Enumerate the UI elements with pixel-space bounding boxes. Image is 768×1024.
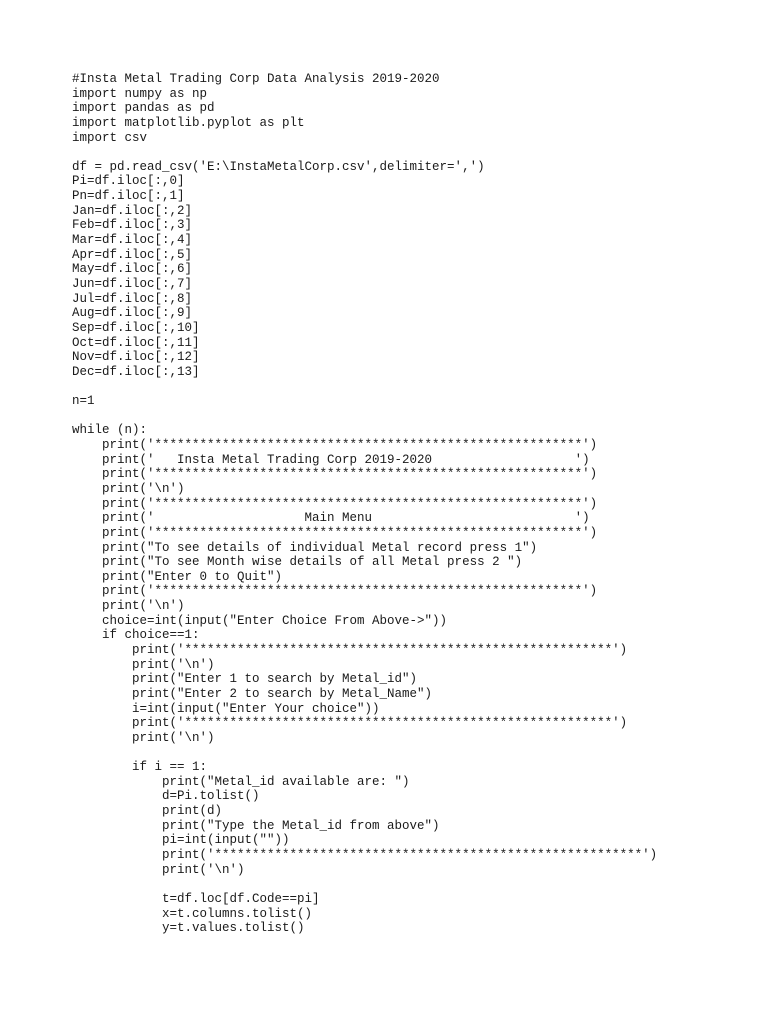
code-line: print('*********************************************************') [72, 496, 598, 511]
code-line: Sep=df.iloc[:,10] [72, 320, 200, 335]
code-document [72, 72, 752, 936]
code-line [72, 745, 752, 760]
code-line: print("To see details of individual Metal record press 1") [72, 540, 538, 555]
code-line: print("Enter 1 to search by Metal_id") [72, 672, 418, 687]
code-line [72, 145, 752, 160]
code-line: print('*********************************************************') [72, 438, 598, 453]
code-line: print("To see Month wise details of all Metal press 2 ") [72, 555, 523, 570]
code-line: import numpy as np [72, 86, 208, 101]
code-line: if choice==1: [72, 628, 200, 643]
code-line: Jun=df.iloc[:,7] [72, 276, 193, 291]
code-line: print('*********************************************************') [72, 642, 628, 657]
code-line: print("Metal_id available are: ") [72, 774, 410, 789]
code-line: t=df.loc[df.Code==pi] [72, 891, 320, 906]
code-line: import csv [72, 130, 148, 145]
code-line: print(' Insta Metal Trading Corp 2019-2020 ') [72, 452, 590, 467]
code-line: Apr=df.iloc[:,5] [72, 247, 193, 262]
code-line: import pandas as pd [72, 101, 215, 116]
code-line: Dec=df.iloc[:,13] [72, 364, 200, 379]
code-line: Aug=df.iloc[:,9] [72, 306, 193, 321]
code-line: #Insta Metal Trading Corp Data Analysis 2019-2020 [72, 72, 440, 86]
code-line: n=1 [72, 394, 95, 409]
code-line: Jul=df.iloc[:,8] [72, 291, 193, 306]
code-line: Feb=df.iloc[:,3] [72, 218, 193, 233]
code-line: print('*********************************************************') [72, 525, 598, 540]
code-line: print("Enter 0 to Quit") [72, 569, 283, 584]
code-line: Pn=df.iloc[:,1] [72, 189, 185, 204]
code-line: x=t.columns.tolist() [72, 906, 313, 921]
code-line: Mar=df.iloc[:,4] [72, 233, 193, 248]
code-line: print('*********************************************************') [72, 847, 658, 862]
code-line: Jan=df.iloc[:,2] [72, 203, 193, 218]
code-line: print('*********************************************************') [72, 467, 598, 482]
code-line: Pi=df.iloc[:,0] [72, 174, 185, 189]
code-line: choice=int(input("Enter Choice From Above->")) [72, 613, 448, 628]
code-line: d=Pi.tolist() [72, 789, 260, 804]
code-line [72, 877, 752, 892]
code-line: pi=int(input("")) [72, 833, 290, 848]
code-line: while (n): [72, 423, 148, 438]
code-line: print(' Main Menu ') [72, 511, 590, 526]
code-line: i=int(input("Enter Your choice")) [72, 701, 380, 716]
code-line [72, 379, 752, 394]
code-line: df = pd.read_csv('E:\InstaMetalCorp.csv',delimiter=',') [72, 159, 485, 174]
code-line: Nov=df.iloc[:,12] [72, 350, 200, 365]
code-line: print('\n') [72, 730, 215, 745]
code-line: print("Enter 2 to search by Metal_Name") [72, 686, 433, 701]
code-line: if i == 1: [72, 760, 208, 775]
code-line: y=t.values.tolist() [72, 921, 305, 936]
code-line: print('*********************************************************') [72, 716, 628, 731]
code-line: print("Type the Metal_id from above") [72, 818, 440, 833]
code-line: May=df.iloc[:,6] [72, 262, 193, 277]
code-line: import matplotlib.pyplot as plt [72, 115, 305, 130]
code-line: print('\n') [72, 481, 185, 496]
code-line: print('\n') [72, 599, 185, 614]
code-line: Oct=df.iloc[:,11] [72, 335, 200, 350]
code-line: print('\n') [72, 657, 215, 672]
code-line: print(d) [72, 804, 223, 819]
code-line [72, 409, 752, 424]
code-line: print('*********************************************************') [72, 584, 598, 599]
code-line: print('\n') [72, 862, 245, 877]
